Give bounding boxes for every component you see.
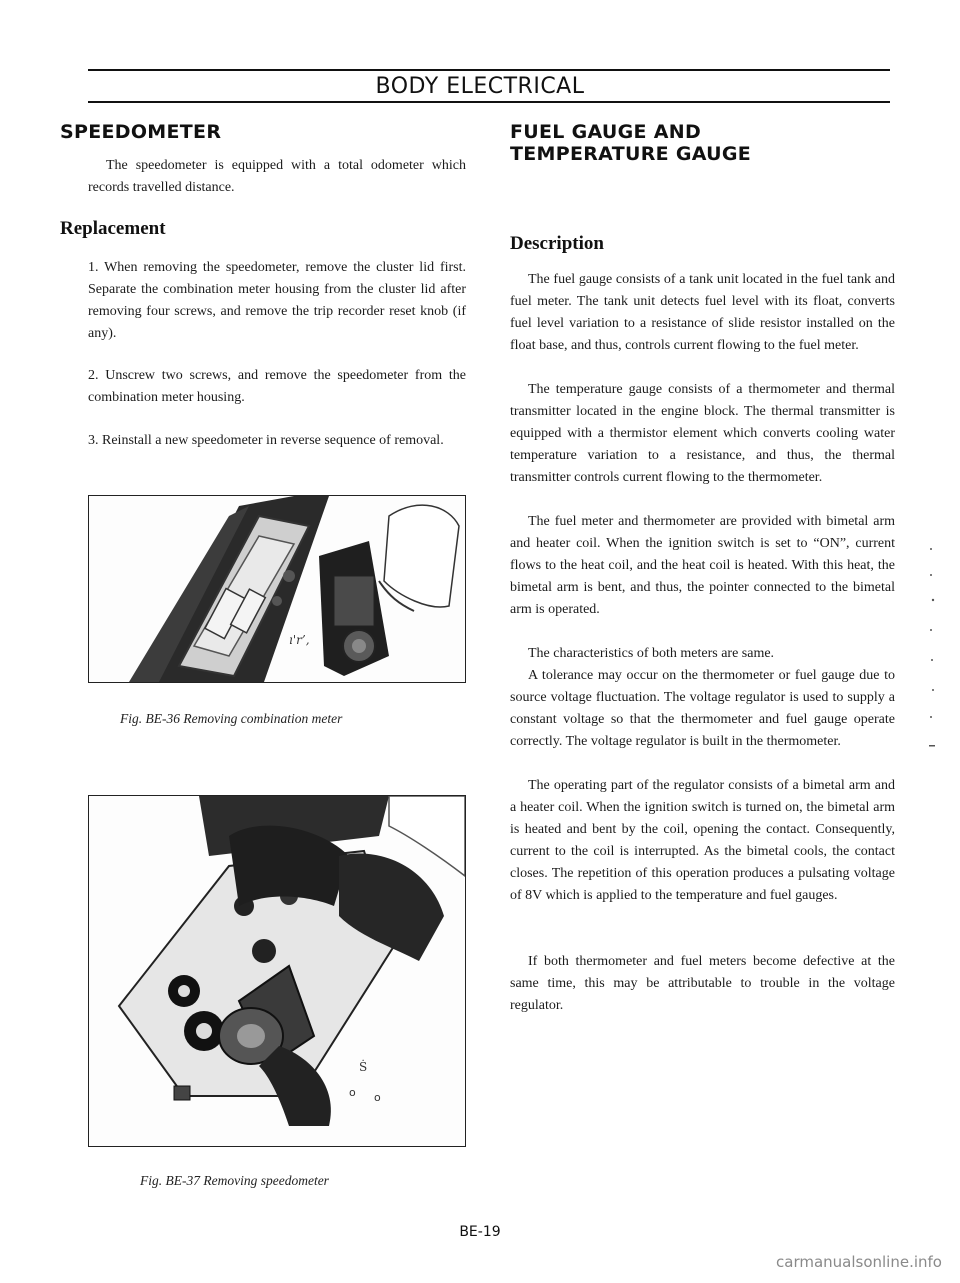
fuel-gauge-heading-line-2: TEMPERATURE GAUGE	[510, 143, 752, 165]
figure-be-36-photo	[88, 495, 466, 683]
replacement-heading: Replacement	[60, 218, 166, 239]
description-paragraph-4: The characteristics of both meters are same.	[528, 646, 775, 661]
speedometer-heading: SPEEDOMETER	[60, 121, 222, 143]
header-rule-top	[88, 69, 890, 71]
description-paragraph-3: The fuel meter and thermometer are provided with bimetal arm and heater coil. When the ignition switch is set to “ON”, current flows to the heat coil, and the heat coil is heated. With this heat, the bimetal arm is bent, and thus, the pointer connected to the bimetal arm is operated.	[510, 514, 895, 617]
replacement-step-1: 1. When removing the speedometer, remove the cluster lid first. Separate the combination meter housing from the cluster lid after removing four screws, and remove the trip recorder reset knob (if any).	[88, 260, 466, 341]
figure-be-37-photo	[88, 795, 466, 1147]
description-heading: Description	[510, 233, 604, 254]
header-rule-bottom	[88, 101, 890, 103]
svg-text:o: o	[349, 1086, 356, 1099]
description-paragraph-1: The fuel gauge consists of a tank unit located in the fuel tank and fuel meter. The tank unit detects fuel level with its float, converts fuel level variation to a resistance of slide resistor installed on the float base, and thus, controls current flowing to the fuel meter.	[510, 272, 895, 353]
replacement-step-2: 2. Unscrew two screws, and remove the speedometer from the combination meter housing.	[88, 368, 466, 405]
description-paragraph-2: The temperature gauge consists of a thermometer and thermal transmitter located in the engine block. The thermal transmitter is equipped with a thermistor element which converts cooling water temperature variation to a resistance, and thus, the thermal transmitter controls current flowing to the thermometer.	[510, 382, 895, 485]
page-number: BE-19	[459, 1224, 501, 1240]
fuel-gauge-heading-line-1: FUEL GAUGE AND	[510, 121, 702, 143]
figure-be-36-caption: Fig. BE-36 Removing combination meter	[120, 711, 343, 726]
replacement-step-3: 3. Reinstall a new speedometer in reverse sequence of removal.	[88, 433, 444, 448]
description-paragraph-6: The operating part of the regulator consists of a bimetal arm and a heater coil. When the ignition switch is turned on, the bimetal arm is heated and bent by the coil, opening the contact. Consequently, current to the coil is interrupted. As the bimetal cools, the contact closes. The repetition of this operation produces a pulsating voltage of 8V which is applied to the temperature and fuel gauges.	[510, 778, 895, 903]
combination-meter-illustration	[89, 496, 465, 682]
scan-margin-marks	[925, 545, 945, 785]
description-paragraph-7: If both thermometer and fuel meters become defective at the same time, this may be attributable to trouble in the voltage regulator.	[510, 954, 895, 1013]
svg-text:Ṡ: Ṡ	[359, 1060, 368, 1074]
watermark-url[interactable]: carmanualsonline.info	[776, 1253, 942, 1271]
page-header-title: BODY ELECTRICAL	[375, 74, 585, 99]
speedometer-intro: The speedometer is equipped with a total odometer which records travelled distance.	[88, 158, 466, 195]
svg-text:ı'r’,: ı'r’,	[289, 633, 310, 647]
speedometer-removal-illustration	[89, 796, 465, 1146]
description-paragraph-5: A tolerance may occur on the thermometer or fuel gauge due to source voltage fluctuation. The voltage regulator is used to supply a constant voltage so that the thermometer and fuel gauge operate correctly. The voltage regulator is built in the thermometer.	[510, 668, 895, 749]
figure-be-37-caption: Fig. BE-37 Removing speedometer	[140, 1173, 329, 1188]
svg-text:o: o	[374, 1091, 381, 1104]
